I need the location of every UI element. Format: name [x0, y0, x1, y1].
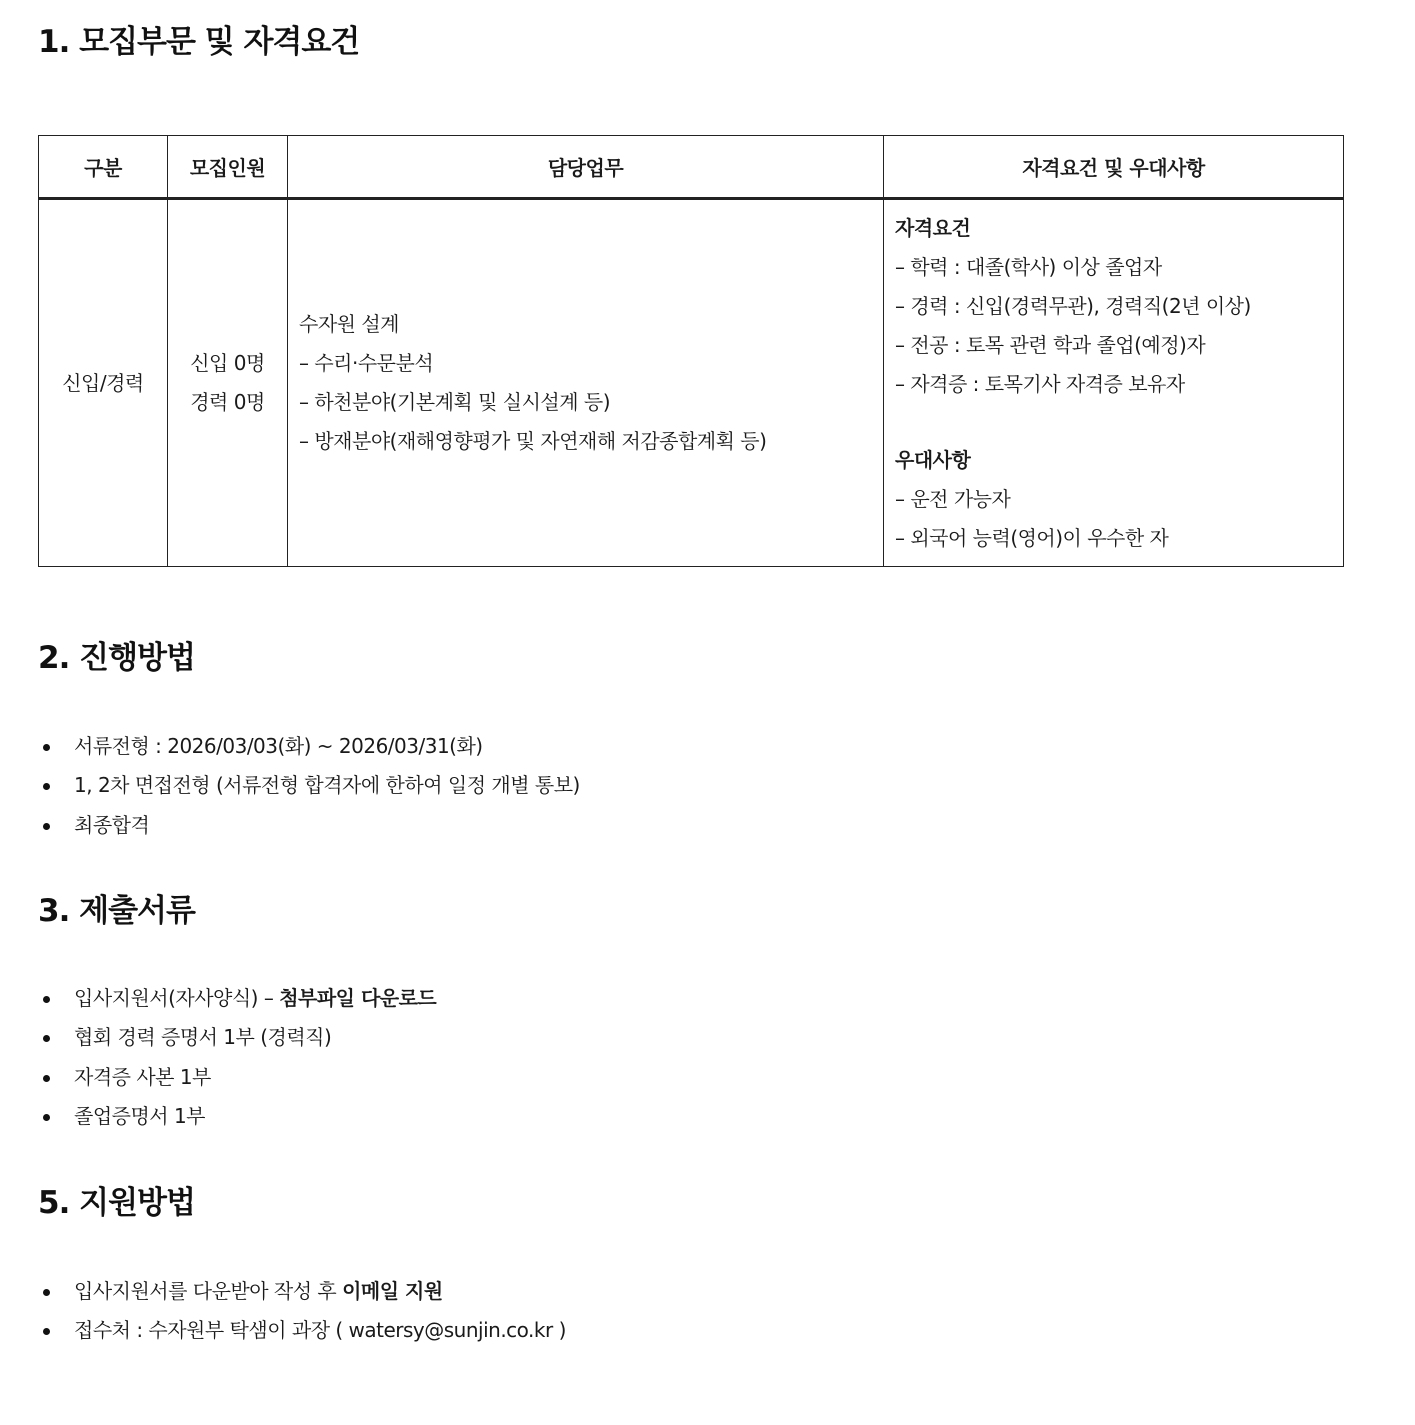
qualification-item: – 경력 : 신입(경력무관), 경력직(2년 이상)	[895, 293, 1251, 318]
category-text: 신입/경력	[62, 370, 144, 395]
list-item	[38, 806, 580, 845]
document-item: 협회 경력 증명서 1부 (경력직)	[74, 1025, 332, 1050]
list-item	[38, 1018, 436, 1057]
process-list	[38, 727, 580, 845]
bullet-icon	[43, 1328, 50, 1335]
apply-email-emphasis: 이메일 지원	[342, 1279, 443, 1303]
bullet-icon	[43, 744, 50, 751]
section-title-apply: 5. 지원방법	[38, 1185, 195, 1221]
bullet-icon	[43, 823, 50, 830]
spacer	[895, 404, 1335, 441]
bullet-icon	[43, 1114, 50, 1121]
list-item	[38, 1097, 436, 1136]
list-item	[38, 727, 580, 766]
list-item	[38, 1272, 566, 1311]
section-title-process: 2. 진행방법	[38, 640, 195, 676]
document-item-prefix: 입사지원서(자사양식) –	[74, 986, 280, 1010]
headcount-new: 신입 0명	[190, 351, 265, 375]
header-category: 구분	[39, 136, 168, 199]
list-item	[38, 1311, 566, 1350]
cell-headcount	[168, 199, 288, 567]
cell-duties	[288, 199, 884, 567]
headcount-experienced: 경력 0명	[190, 390, 265, 414]
duty-line: 수자원 설계	[299, 312, 399, 336]
section-title-recruitment: 1. 모집부문 및 자격요건	[38, 24, 360, 60]
process-item: 서류전형 : 2026/03/03(화) ~ 2026/03/31(화)	[74, 734, 483, 758]
recruitment-table	[38, 135, 1344, 567]
attachment-download-link[interactable]: 첨부파일 다운로드	[279, 986, 437, 1010]
list-item	[38, 766, 580, 805]
bullet-icon	[43, 1075, 50, 1082]
document-item: 졸업증명서 1부	[74, 1103, 206, 1128]
apply-contact: 접수처 : 수자원부 탁샘이 과장 ( watersy@sunjin.co.kr )	[74, 1318, 566, 1343]
apply-item-prefix: 입사지원서를 다운받아 작성 후	[74, 1279, 343, 1303]
duty-line: – 하천분야(기본계획 및 실시설계 등)	[299, 390, 611, 414]
process-item: 1, 2차 면접전형 (서류전형 합격자에 한하여 일정 개별 통보)	[74, 773, 580, 798]
qualification-item: – 학력 : 대졸(학사) 이상 졸업자	[895, 254, 1162, 279]
qualifications-title: 자격요건	[895, 215, 971, 240]
list-item	[38, 979, 436, 1018]
bullet-icon	[43, 1035, 50, 1042]
table-header-row	[39, 136, 1344, 199]
qualification-item: – 전공 : 토목 관련 학과 졸업(예정)자	[895, 332, 1206, 357]
preference-item: – 운전 가능자	[895, 486, 1011, 511]
document-item: 자격증 사본 1부	[74, 1064, 211, 1089]
header-duties: 담당업무	[288, 136, 884, 199]
table-row	[39, 199, 1344, 567]
header-qualifications: 자격요건 및 우대사항	[884, 136, 1344, 199]
bullet-icon	[43, 1289, 50, 1296]
header-headcount: 모집인원	[168, 136, 288, 199]
qualification-item: – 자격증 : 토목기사 자격증 보유자	[895, 371, 1185, 396]
duty-line: – 수리·수문분석	[299, 351, 434, 375]
apply-list	[38, 1272, 566, 1351]
bullet-icon	[43, 996, 50, 1003]
cell-category	[39, 199, 168, 567]
cell-qualifications	[884, 199, 1344, 567]
duty-line: – 방재분야(재해영향평가 및 자연재해 저감종합계획 등)	[299, 429, 767, 453]
section-title-documents: 3. 제출서류	[38, 893, 195, 929]
preferences-title: 우대사항	[895, 447, 971, 472]
process-item: 최종합격	[74, 812, 150, 837]
list-item	[38, 1058, 436, 1097]
bullet-icon	[43, 783, 50, 790]
documents-list	[38, 979, 436, 1136]
preference-item: – 외국어 능력(영어)이 우수한 자	[895, 525, 1169, 550]
